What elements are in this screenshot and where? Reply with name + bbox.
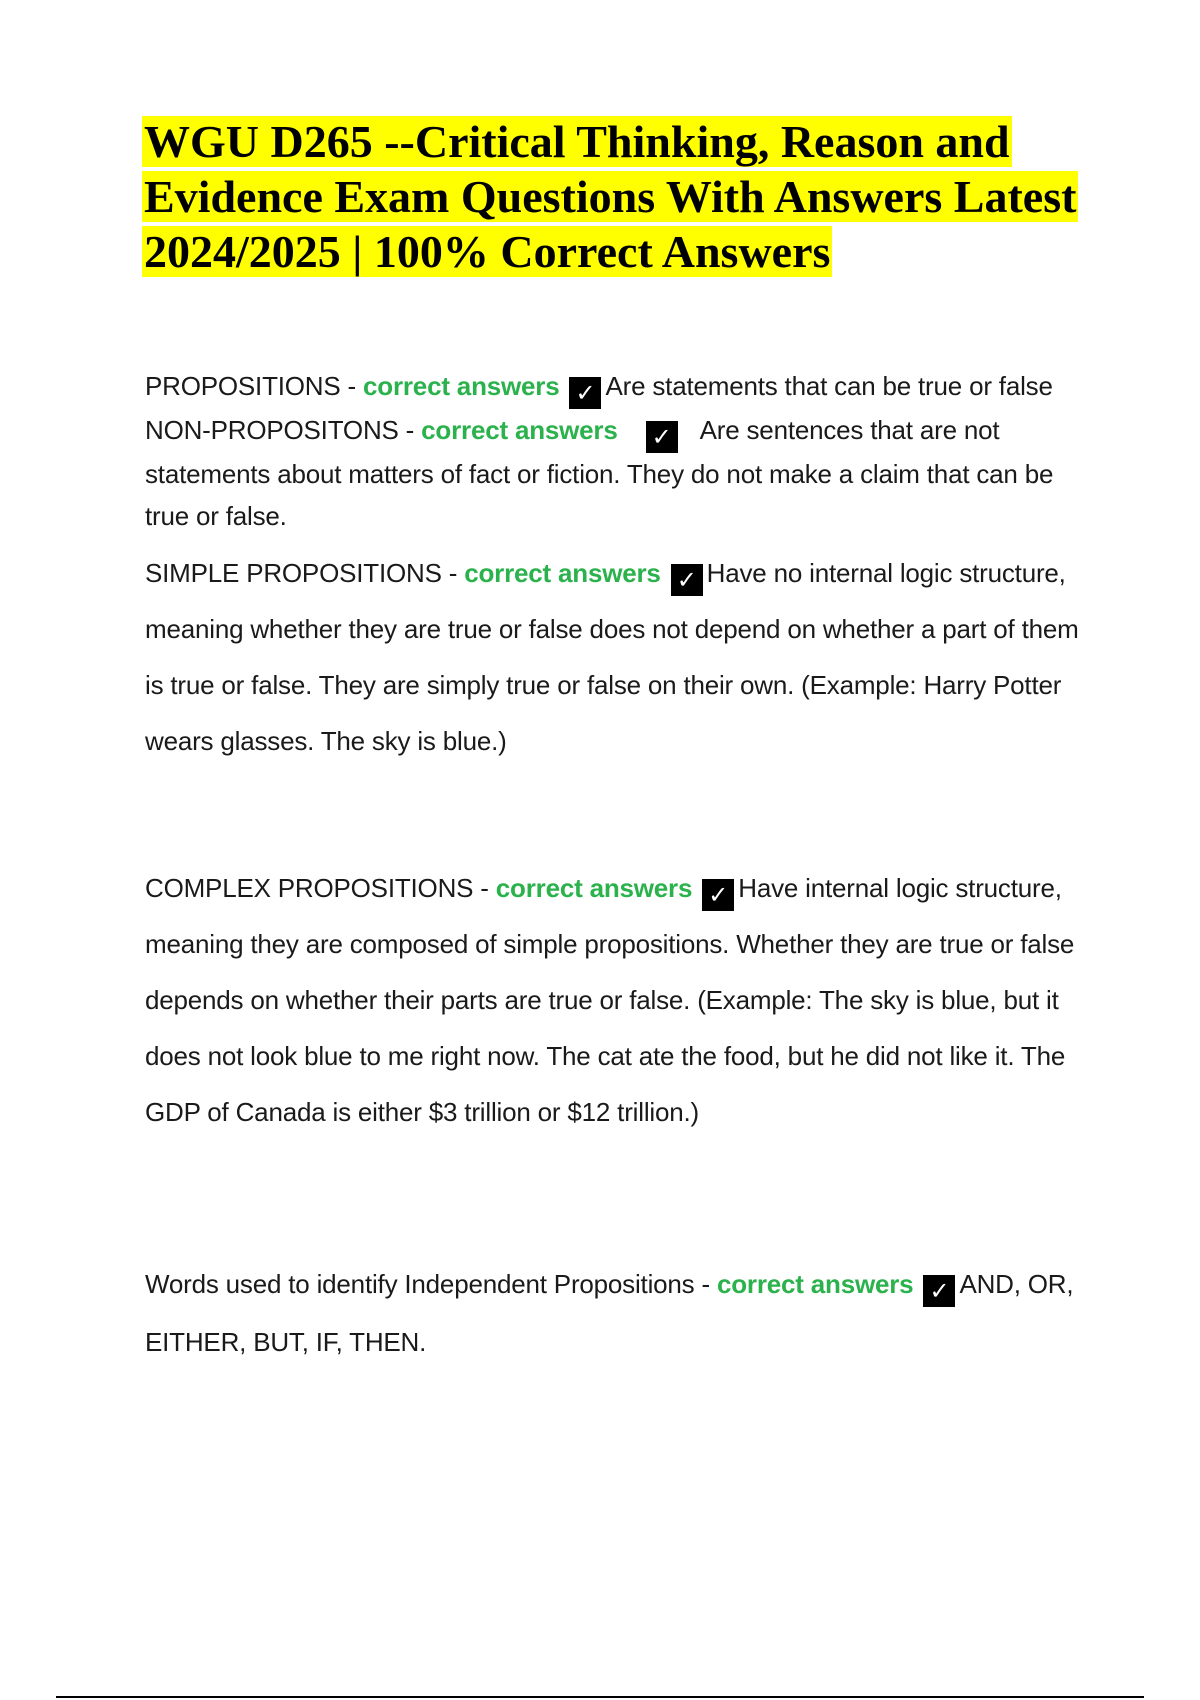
qa-entry-propositions: [145, 365, 1095, 537]
qa-entry-complex-propositions: [145, 860, 1095, 1140]
page-bottom-rule: [56, 1696, 1144, 1698]
checkmark-icon: ✓: [569, 377, 601, 409]
entry-answer: Have internal logic structure, meaning they are composed of simple propositions. Whether they are true or false depends on whether their parts are true or false. (Example: The sky is blue, but it does not look blue to me right now. The cat ate the food, but he did not like it. The GDP of Canada is either $3 trillion or $12 trillion.): [145, 873, 1075, 1127]
entry-answer: Have no internal logic structure, meaning whether they are true or false does not depend on whether a part of them is true or false. They are simply true or false on their own. (Example: Harry Potter wears glasses. The sky is blue.): [145, 558, 1079, 756]
entry-term: Words used to identify Independent Propositions -: [145, 1269, 717, 1299]
checkmark-icon: ✓: [923, 1275, 955, 1307]
checkmark-icon: ✓: [646, 421, 678, 453]
entry-term: NON-PROPOSITONS -: [145, 415, 422, 445]
correct-answers-label: correct answers: [464, 558, 661, 588]
correct-answers-label: correct answers: [495, 873, 693, 903]
qa-entry-simple-propositions: [145, 545, 1095, 769]
qa-entry-independent-words: [145, 1255, 1095, 1371]
entry-term: COMPLEX PROPOSITIONS -: [145, 873, 496, 903]
checkmark-icon: ✓: [702, 879, 734, 911]
entry-answer: Are sentences that are not statements about matters of fact or fiction. They do not make a claim that can be true or false.: [145, 415, 1054, 531]
correct-answers-label: correct answers: [421, 415, 618, 445]
entry-term: SIMPLE PROPOSITIONS -: [145, 558, 465, 588]
entry-term: PROPOSITIONS -: [145, 371, 364, 401]
entry-answer: AND, OR, EITHER, BUT, IF, THEN.: [145, 1269, 1074, 1357]
correct-answers-label: correct answers: [716, 1269, 914, 1299]
document-title: [142, 114, 1102, 279]
entry-answer: Are statements that can be true or false: [605, 371, 1053, 401]
correct-answers-label: correct answers: [363, 371, 560, 401]
checkmark-icon: ✓: [671, 564, 703, 596]
title-highlight: WGU D265 --Critical Thinking, Reason and Evidence Exam Questions With Answers Latest 2024/2025 | 100% Correct Answers: [144, 116, 1077, 277]
